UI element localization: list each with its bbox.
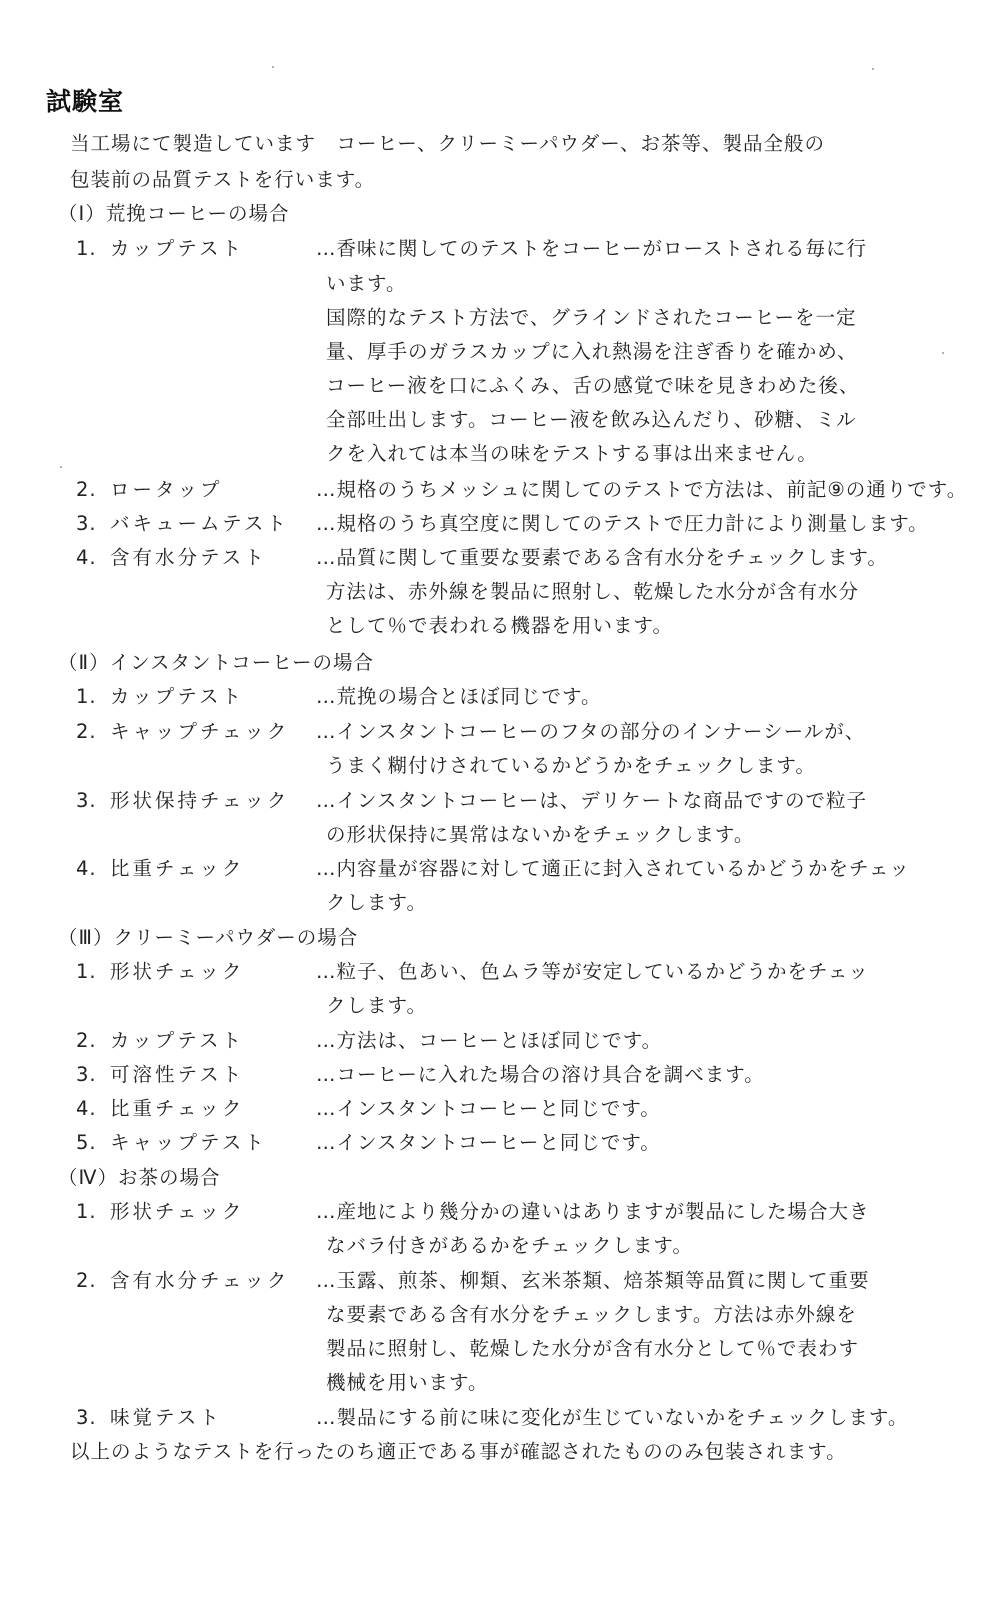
test-item [76, 512, 929, 536]
item-description: インスタントコーヒーと同じです。 [336, 1131, 661, 1154]
test-item [76, 1097, 661, 1121]
item-description: 規格のうちメッシュに関してのテストで方法は、前記⑨の通りです。 [336, 478, 968, 501]
item-description: 産地により幾分かの違いはありますが製品にした場合大き [336, 1200, 870, 1223]
item-description-continued: 方法は、赤外線を製品に照射し、乾燥した水分が含有水分 [326, 580, 860, 603]
item-description: インスタントコーヒーは、デリケートな商品ですので粒子 [336, 789, 867, 812]
leader-dots: … [316, 960, 337, 983]
scan-speck [60, 466, 62, 468]
item-description-continued: 国際的なテスト方法で、グラインドされたコーヒーを一定 [326, 306, 857, 329]
leader-dots: … [316, 857, 337, 880]
item-description: 玉露、煎茶、柳類、玄米茶類、焙茶類等品質に関して重要 [336, 1269, 870, 1292]
item-number: 5. [76, 1131, 97, 1154]
test-item [76, 546, 888, 570]
item-description-continued: として％で表われる機器を用います。 [326, 614, 673, 637]
item-description: 規格のうち真空度に関してのテストで圧力計により測量します。 [336, 512, 929, 535]
item-description-continued: 機械を用います。 [326, 1371, 489, 1394]
test-item [76, 1269, 870, 1293]
scan-speck [872, 68, 874, 70]
item-description-continued: クを入れては本当の味をテストする事は出来ません。 [326, 442, 818, 465]
item-number: 3. [76, 789, 97, 812]
item-number: 1. [76, 237, 97, 260]
leader-dots: … [316, 685, 337, 708]
page-title: 試験室 [46, 87, 125, 116]
item-number: 1. [76, 1200, 97, 1223]
leader-dots: … [316, 789, 337, 812]
leader-dots: … [316, 1097, 337, 1120]
section-heading: （Ⅱ）インスタントコーヒーの場合 [58, 651, 374, 674]
item-label: 形状保持チェック [110, 789, 290, 812]
item-description-continued: 量、厚手のガラスカップに入れ熱湯を注ぎ香りを確かめ、 [326, 340, 858, 363]
item-description-continued: なバラ付きがあるかをチェックします。 [326, 1234, 693, 1257]
item-description: インスタントコーヒーと同じです。 [336, 1097, 661, 1120]
test-item [76, 478, 967, 502]
item-description: 製品にする前に味に変化が生じていないかをチェックします。 [336, 1406, 909, 1429]
test-item [76, 960, 869, 984]
scan-speck [942, 352, 944, 354]
leader-dots: … [316, 237, 337, 260]
section-heading: （Ⅰ）荒挽コーヒーの場合 [58, 202, 290, 225]
item-description-continued: コーヒー液を口にふくみ、舌の感覚で味を見きわめた後、 [326, 374, 860, 397]
item-label: 含有水分テスト [110, 546, 267, 569]
test-item [76, 857, 910, 881]
item-description-continued: クします。 [326, 891, 427, 914]
item-label: 比重チェック [110, 1097, 245, 1120]
scan-speck [272, 66, 274, 68]
item-label: 可溶性テスト [110, 1063, 245, 1086]
item-number: 2. [76, 1269, 97, 1292]
leader-dots: … [316, 546, 337, 569]
item-number: 1. [76, 960, 97, 983]
item-description-continued: 製品に照射し、乾燥した水分が含有水分として％で表わす [326, 1337, 860, 1360]
leader-dots: … [316, 1063, 337, 1086]
closing-statement: 以上のようなテストを行ったのち適正である事が確認されたもののみ包装されます。 [70, 1440, 847, 1463]
leader-dots: … [316, 512, 337, 535]
intro-line: 包装前の品質テストを行います。 [70, 168, 376, 191]
item-label: 含有水分チェック [110, 1269, 290, 1292]
item-number: 4. [76, 1097, 97, 1120]
item-label: カップテスト [110, 1029, 245, 1052]
item-description: 品質に関して重要な要素である含有水分をチェックします。 [336, 546, 888, 569]
section-heading: （Ⅳ）お茶の場合 [58, 1166, 221, 1189]
item-label: 味覚テスト [110, 1406, 222, 1429]
test-item [76, 237, 867, 261]
item-number: 4. [76, 546, 97, 569]
item-description-continued: クします。 [326, 994, 427, 1017]
item-label: 形状チェック [110, 1200, 245, 1223]
test-item [76, 1406, 908, 1430]
item-description: 方法は、コーヒーとほぼ同じです。 [336, 1029, 663, 1052]
item-description: 香味に関してのテストをコーヒーがローストされる毎に行 [336, 237, 867, 260]
item-description: 荒挽の場合とほぼ同じです。 [336, 685, 602, 708]
intro-line: 当工場にて製造しています コーヒー、クリーミーパウダー、お茶等、製品全般の [70, 132, 825, 155]
test-item [76, 1063, 765, 1087]
test-item [76, 1200, 870, 1224]
item-description: コーヒーに入れた場合の溶け具合を調べます。 [336, 1063, 765, 1086]
leader-dots: … [316, 1131, 337, 1154]
item-label: バキュームテスト [110, 512, 289, 535]
leader-dots: … [316, 720, 337, 743]
leader-dots: … [316, 1269, 337, 1292]
item-description: 内容量が容器に対して適正に封入されているかどうかをチェッ [336, 857, 910, 880]
item-number: 4. [76, 857, 97, 880]
test-item [76, 720, 865, 744]
item-number: 2. [76, 1029, 97, 1052]
leader-dots: … [316, 1029, 337, 1052]
item-description-continued: 全部吐出します。コーヒー液を飲み込んだり、砂糖、ミル [326, 408, 857, 431]
item-description-continued: うまく糊付けされているかどうかをチェックします。 [326, 754, 816, 777]
leader-dots: … [316, 1200, 337, 1223]
item-label: カップテスト [110, 237, 245, 260]
item-label: ロータップ [110, 478, 223, 501]
test-item [76, 1029, 662, 1053]
item-label: 比重チェック [110, 857, 245, 880]
leader-dots: … [316, 478, 337, 501]
item-number: 1. [76, 685, 97, 708]
item-description-continued: います。 [326, 272, 407, 295]
item-description: インスタントコーヒーのフタの部分のインナーシールが、 [336, 720, 866, 743]
item-description-continued: な要素である含有水分をチェックします。方法は赤外線を [326, 1303, 857, 1326]
item-number: 2. [76, 478, 97, 501]
item-number: 3. [76, 1406, 97, 1429]
test-item [76, 789, 867, 813]
item-label: カップテスト [110, 685, 245, 708]
test-item [76, 1131, 661, 1155]
item-number: 3. [76, 512, 97, 535]
item-description: 粒子、色あい、色ムラ等が安定しているかどうかをチェッ [336, 960, 869, 983]
item-description-continued: の形状保持に異常はないかをチェックします。 [326, 823, 755, 846]
item-label: 形状チェック [110, 960, 245, 983]
item-number: 2. [76, 720, 97, 743]
test-item [76, 685, 601, 709]
item-number: 3. [76, 1063, 97, 1086]
item-label: キャップチェック [110, 720, 290, 743]
leader-dots: … [316, 1406, 337, 1429]
item-label: キャップテスト [110, 1131, 267, 1154]
section-heading: （Ⅲ）クリーミーパウダーの場合 [58, 926, 359, 949]
